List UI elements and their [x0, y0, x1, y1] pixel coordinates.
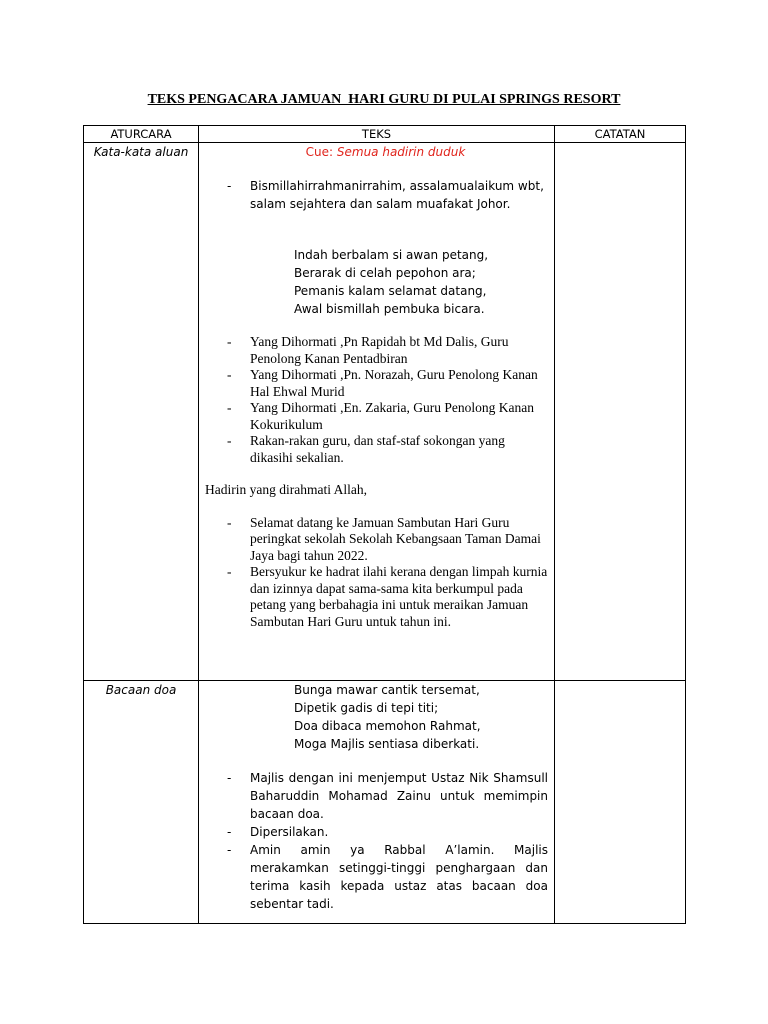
table-row [84, 143, 686, 681]
aturcara-cell [84, 681, 199, 924]
list-item: - Bersyukur ke hadrat ilahi kerana dengan limpah kurnia dan izinnya dapat sama-sama kita berkumpul pada petang yang berbahagia ini untuk meraikan Jamuan Sambutan Hari Guru untuk tahun ini. [199, 564, 554, 630]
cue-text: Semua hadirin duduk [336, 145, 466, 159]
pantun-line: Pemanis kalam selamat datang, [294, 284, 487, 298]
pantun-line: Doa dibaca memohon Rahmat, [294, 719, 481, 733]
header-aturcara: ATURCARA [84, 126, 199, 143]
teks-cell [199, 681, 555, 924]
document-title: TEKS PENGACARA JAMUAN HARI GURU DI PULAI SPRINGS RESORT [147, 92, 621, 107]
pantun-line: Dipetik gadis di tepi titi; [294, 701, 439, 715]
pantun-line: Berarak di celah pepohon ara; [294, 266, 476, 280]
doa-list [199, 769, 554, 913]
list-item: - Yang Dihormati ,Pn Rapidah bt Md Dalis, Guru Penolong Kanan Pentadbiran [199, 334, 554, 367]
list-item: - Amin amin ya Rabbal A’lamin. Majlis merakamkan setinggi-tinggi penghargaan dan terima kasih kepada ustaz atas bacaan doa sebentar tadi. [199, 841, 554, 913]
hadirin-line: Hadirin yang dirahmati Allah, [205, 482, 367, 497]
table-header-row [84, 126, 686, 143]
welcome-list [199, 515, 554, 631]
header-teks: TEKS [199, 126, 555, 143]
list-item: - Dipersilakan. [199, 823, 554, 841]
catatan-cell [555, 143, 686, 681]
pantun-block [199, 246, 554, 318]
aturcara-label: Kata-kata aluan [93, 145, 189, 159]
cue-prefix: Cue: [305, 145, 337, 159]
aturcara-label: Bacaan doa [105, 683, 177, 697]
list-item: - Rakan-rakan guru, dan staf-staf sokongan yang dikasihi sekalian. [199, 433, 554, 466]
list-item: - Selamat datang ke Jamuan Sambutan Hari Guru peringkat sekolah Sekolah Kebangsaan Taman Damai Jaya bagi tahun 2022. [199, 515, 554, 565]
list-item: - Yang Dihormati ,En. Zakaria, Guru Penolong Kanan Kokurikulum [199, 400, 554, 433]
list-item: - Bismillahirrahmanirrahim, assalamualaikum wbt, salam sejahtera dan salam muafakat Johor. [199, 177, 554, 213]
list-item: - Yang Dihormati ,Pn. Norazah, Guru Penolong Kanan Hal Ehwal Murid [199, 367, 554, 400]
pantun-line: Moga Majlis sentiasa diberkati. [294, 737, 480, 751]
teks-cell [199, 143, 555, 681]
list-item: - Majlis dengan ini menjemput Ustaz Nik Shamsull Baharuddin Mohamad Zainu untuk memimpin bacaan doa. [199, 769, 554, 823]
pantun-line: Awal bismillah pembuka bicara. [294, 302, 485, 316]
pantun-line: Bunga mawar cantik tersemat, [294, 683, 480, 697]
greetings-list [199, 334, 554, 466]
program-table [83, 125, 686, 924]
header-catatan: CATATAN [555, 126, 686, 143]
pantun-line: Indah berbalam si awan petang, [294, 248, 489, 262]
table-row [84, 681, 686, 924]
opening-list [199, 177, 554, 213]
cue-note [199, 143, 554, 160]
pantun-block [199, 681, 554, 753]
catatan-cell [555, 681, 686, 924]
aturcara-cell [84, 143, 199, 681]
